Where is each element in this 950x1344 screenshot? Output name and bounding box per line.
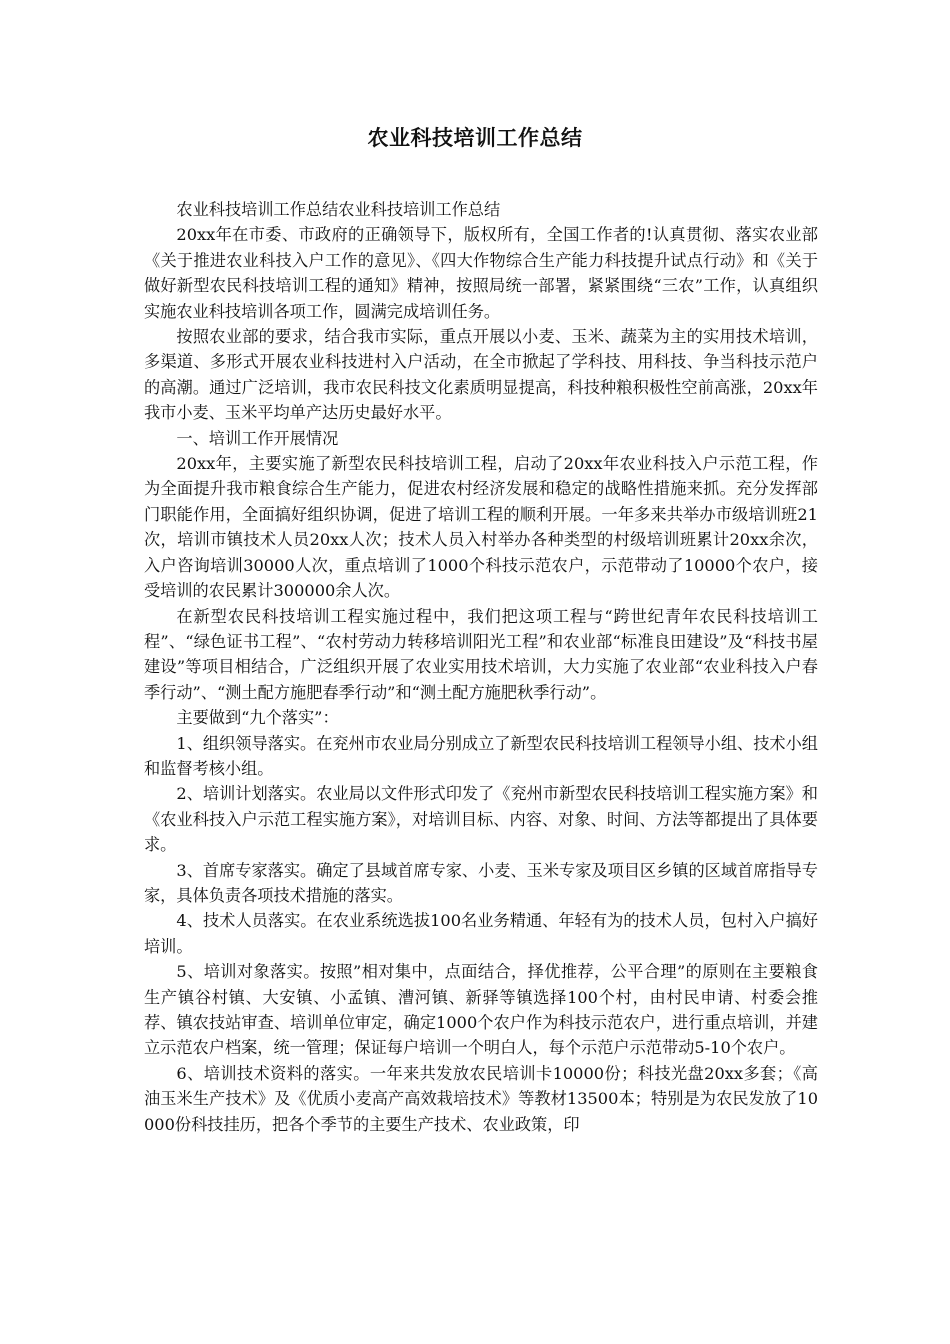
list-item-5: 5、培训对象落实。按照”相对集中，点面结合，择优推荐，公平合理”的原则在主要粮食生产镇谷村镇、大安镇、小孟镇、漕河镇、新驿等镇选择100个村，由村民申请、村委会推荐、镇农技站审查、培训单位审定，确定1000个农户作为科技示范农户，进行重点培训，并建立示范农户档案，统一管理；保证每户培训一个明白人，每个示范户示范带动5-10个农户。: [144, 962, 818, 1058]
section-heading: 一、培训工作开展情况: [176, 428, 339, 448]
list-item-2: 2、培训计划落实。农业局以文件形式印发了《兖州市新型农民科技培训工程实施方案》和《农业科技入户示范工程实施方案》，对培训目标、内容、对象、时间、方法等都提出了具体要求。: [144, 784, 818, 855]
paragraph-project-integration: 在新型农民科技培训工程实施过程中，我们把这项工程与“跨世纪青年农民科技培训工程”、“绿色证书工程”、“农村劳动力转移培训阳光工程”和农业部“标准良田建设”及“科技书屋建设”等项目相结合，广泛组织开展了农业实用技术培训，大力实施了农业部“农业科技入户春季行动”、“测土配方施肥春季行动”和“测土配方施肥秋季行动”。: [144, 606, 818, 702]
paragraph-subtitle: 农业科技培训工作总结农业科技培训工作总结: [176, 200, 501, 219]
list-item-1: 1、组织领导落实。在兖州市农业局分别成立了新型农民科技培训工程领导小组、技术小组和监督考核小组。: [144, 733, 818, 778]
list-item-6: 6、培训技术资料的落实。一年来共发放农民培训卡10000份；科技光盘20xx多套；《高油玉米生产技术》及《优质小麦高产高效栽培技术》等教材13500本；特别是为农民发放了10000份科技挂历，把各个季节的主要生产技术、农业政策，印: [144, 1063, 818, 1134]
list-item-4: 4、技术人员落实。在农业系统选拔100名业务精通、年轻有为的技术人员，包村入户搞好培训。: [144, 911, 818, 956]
document-title: 农业科技培训工作总结: [367, 126, 583, 150]
list-item-3: 3、首席专家落实。确定了县域首席专家、小麦、玉米专家及项目区乡镇的区域首席指导专家，具体负责各项技术措施的落实。: [144, 860, 818, 905]
paragraph-nine-implementations: 主要做到“九个落实”：: [176, 708, 339, 728]
paragraph-overview: 按照农业部的要求，结合我市实际，重点开展以小麦、玉米、蔬菜为主的实用技术培训，多渠道、多形式开展农业科技进村入户活动，在全市掀起了学科技、用科技、争当科技示范户的高潮。通过广泛培训，我市农民科技文化素质明显提高，科技种粮积极性空前高涨，20xx年我市小麦、玉米平均单产达历史最好水平。: [144, 327, 818, 423]
paragraph-training-summary: 20xx年，主要实施了新型农民科技培训工程，启动了20xx年农业科技入户示范工程，作为全面提升我市粮食综合生产能力，促进农村经济发展和稳定的战略性措施来抓。充分发挥部门职能作用，全面搞好组织协调，促进了培训工程的顺利开展。一年多来共举办市级培训班21次，培训市镇技术人员20xx人次；技术人员入村举办各种类型的村级培训班累计20xx余次，入户咨询培训30000人次，重点培训了1000个科技示范农户，示范带动了10000个农户，接受培训的农民累计300000余人次。: [144, 454, 818, 601]
paragraph-intro: 20xx年在市委、市政府的正确领导下，版权所有，全国工作者的!认真贯彻、落实农业部《关于推进农业科技入户工作的意见》、《四大作物综合生产能力科技提升试点行动》和《关于做好新型农民科技培训工程的通知》精神，按照局统一部署，紧紧围绕“三农”工作，认真组织实施农业科技培训各项工作，圆满完成培训任务。: [144, 225, 818, 321]
document-body: [144, 197, 818, 1137]
